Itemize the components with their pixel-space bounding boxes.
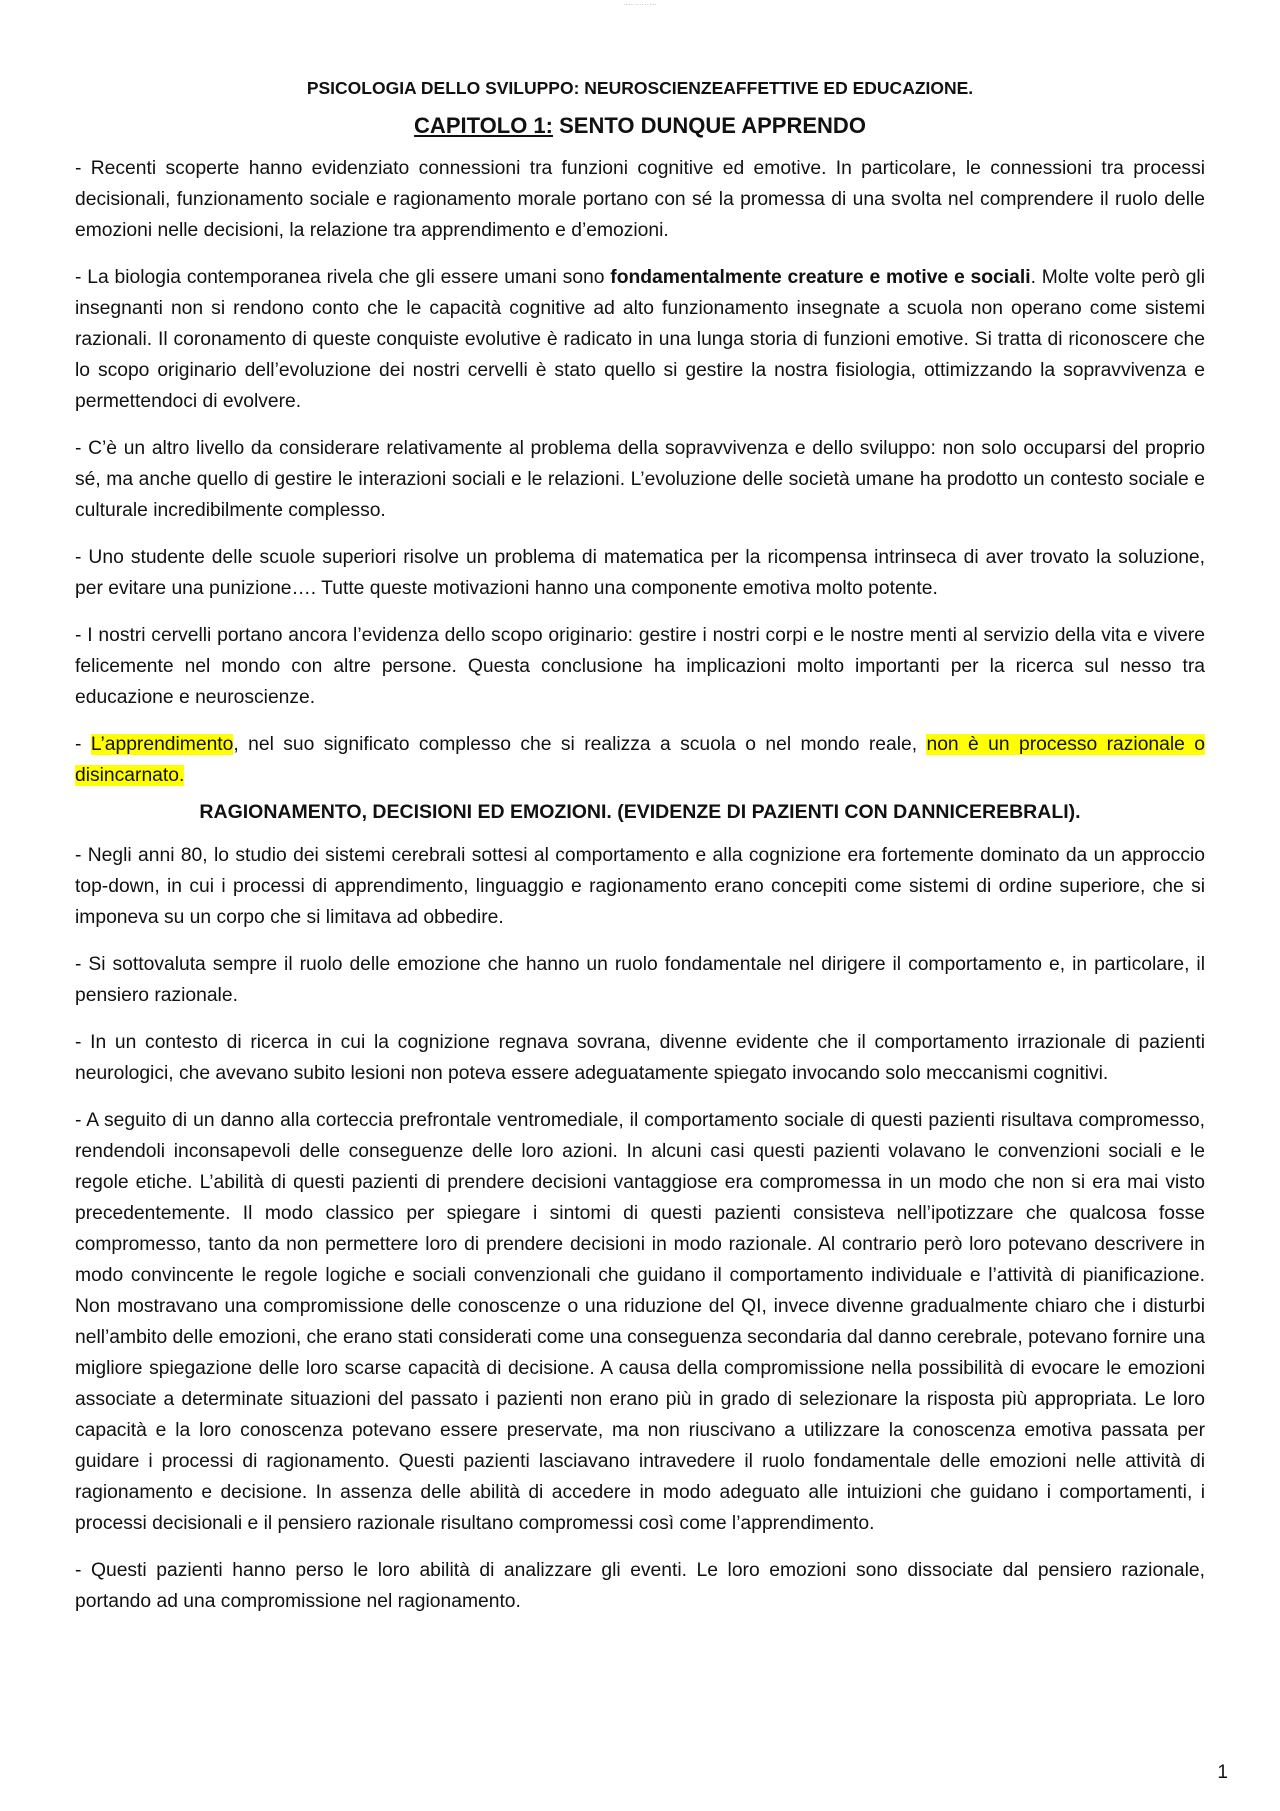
paragraph-2	[75, 262, 1205, 417]
paragraph-6-dash: -	[75, 734, 91, 755]
document-title: PSICOLOGIA DELLO SVILUPPO: NEUROSCIENZEAFFETTIVE ED EDUCAZIONE.	[306, 78, 974, 98]
page-header-note: ······ ·· ·· ·· ····	[623, 2, 657, 8]
paragraph-3: - C’è un altro livello da considerare relativamente al problema della sopravvivenza e dello sviluppo: non solo occuparsi del proprio sé, ma anche quello di gestire le interazioni sociali e le relazioni. L’evoluzione delle società umane ha prodotto un contesto sociale e culturale incredibilmente complesso.	[75, 438, 1205, 521]
paragraph-9: - In un contesto di ricerca in cui la cognizione regnava sovrana, divenne evidente che il comportamento irrazionale di pazienti neurologici, che avevano subito lesioni non poteva essere adeguatamente spiegato invocando solo meccanismi cognitivi.	[75, 1032, 1205, 1084]
paragraph-4: - Uno studente delle scuole superiori risolve un problema di matematica per la ricompensa intrinseca di aver trovato la soluzione, per evitare una punizione…. Tutte queste motivazioni hanno una componente emotiva molto potente.	[75, 547, 1205, 599]
highlight-non-razionale: non è un processo razionale o disincarnato.	[75, 734, 1205, 786]
chapter-name: SENTO DUNQUE APPRENDO	[553, 113, 866, 138]
highlight-apprendimento: L’apprendimento	[90, 734, 234, 755]
section-heading: RAGIONAMENTO, DECISIONI ED EMOZIONI. (EVIDENZE DI PAZIENTI CON DANNICEREBRALI).	[199, 801, 1081, 823]
paragraph-6-middle: , nel suo significato complesso che si realizza a scuola o nel mondo reale,	[233, 734, 927, 755]
paragraph-2-rest: . Molte volte però gli insegnanti non si rendono conto che le capacità cognitive ad alto funzionamento insegnate a scuola non operano come sistemi razionali. Il coronamento di queste conquiste evolutive è radicato in una lunga storia di funzioni emotive. Si tratta di riconoscere che lo scopo originario dell’evoluzione dei nostri cervelli è stato quello si gestire la nostra fisiologia, ottimizzando la sopravvivenza e permettendoci di evolvere.	[75, 267, 1205, 412]
document-page	[75, 0, 1205, 1617]
chapter-label: CAPITOLO 1:	[414, 113, 553, 138]
paragraph-2-intro: - La biologia contemporanea rivela che gli essere umani sono	[75, 267, 611, 288]
paragraph-5: - I nostri cervelli portano ancora l’evidenza dello scopo originario: gestire i nostri corpi e le nostre menti al servizio della vita e vivere felicemente nel mondo con altre persone. Questa conclusione ha implicazioni molto importanti per la ricerca sul nesso tra educazione e neuroscienze.	[75, 625, 1205, 708]
paragraph-8: - Si sottovaluta sempre il ruolo delle emozione che hanno un ruolo fondamentale nel dirigere il comportamento e, in particolare, il pensiero razionale.	[75, 954, 1205, 1006]
paragraph-11: - Questi pazienti hanno perso le loro abilità di analizzare gli eventi. Le loro emozioni sono dissociate dal pensiero razionale, portando ad una compromissione nel ragionamento.	[75, 1560, 1205, 1612]
paragraph-1: - Recenti scoperte hanno evidenziato connessioni tra funzioni cognitive ed emotive. In particolare, le connessioni tra processi decisionali, funzionamento sociale e ragionamento morale portano con sé la promessa di una svolta nel comprendere il ruolo delle emozioni nelle decisioni, la relazione tra apprendimento e d’emozioni.	[75, 158, 1205, 241]
paragraph-7: - Negli anni 80, lo studio dei sistemi cerebrali sottesi al comportamento e alla cognizione era fortemente dominato da un approccio top-down, in cui i processi di apprendimento, linguaggio e ragionamento erano concepiti come sistemi di ordine superiore, che si imponeva su un corpo che si limitava ad obbedire.	[75, 845, 1205, 928]
paragraph-10: - A seguito di un danno alla corteccia prefrontale ventromediale, il comportamento sociale di questi pazienti risultava compromesso, rendendoli inconsapevoli delle conseguenze delle loro azioni. In alcuni casi questi pazienti volavano le convenzioni sociali e le regole etiche. L’abilità di questi pazienti di prendere decisioni vantaggiose era compromessa in un modo che non si era mai visto precedentemente. Il modo classico per spiegare i sintomi di questi pazienti consisteva nell’ipotizzare che qualcosa fosse compromesso, tanto da non permettere loro di prendere decisioni in modo razionale. Al contrario però loro potevano descrivere in modo convincente le regole logiche e sociali convenzionali che guidano il comportamento individuale e l’attività di pianificazione. Non mostravano una compromissione delle conoscenze o una riduzione del QI, invece divenne gradualmente chiaro che i disturbi nell’ambito delle emozioni, che erano stati considerati come una conseguenza secondaria dal danno cerebrale, potevano fornire una migliore spiegazione delle loro scarse capacità di decisione. A causa della compromissione nella possibilità di evocare le emozioni associate a determinate situazioni del passato i pazienti non erano più in grado di selezionare la risposta più appropriata. Le loro capacità e la loro conoscenza potevano essere preservate, ma non riuscivano a utilizzare la conoscenza emotiva passata per guidare i processi di ragionamento. Questi pazienti lasciavano intravedere il ruolo fondamentale delle emozioni nelle attività di ragionamento e decisione. In assenza delle abilità di accedere in modo adeguato alle intuizioni che guidano i comportamenti, i processi decisionali e il pensiero razionale risultano compromessi così come l’apprendimento.	[75, 1110, 1205, 1534]
page-number: 1	[1217, 1762, 1228, 1783]
paragraph-6	[75, 729, 1205, 791]
paragraph-2-bold: fondamentalmente creature e motive e sociali	[610, 267, 1031, 288]
chapter-heading	[75, 113, 1205, 139]
